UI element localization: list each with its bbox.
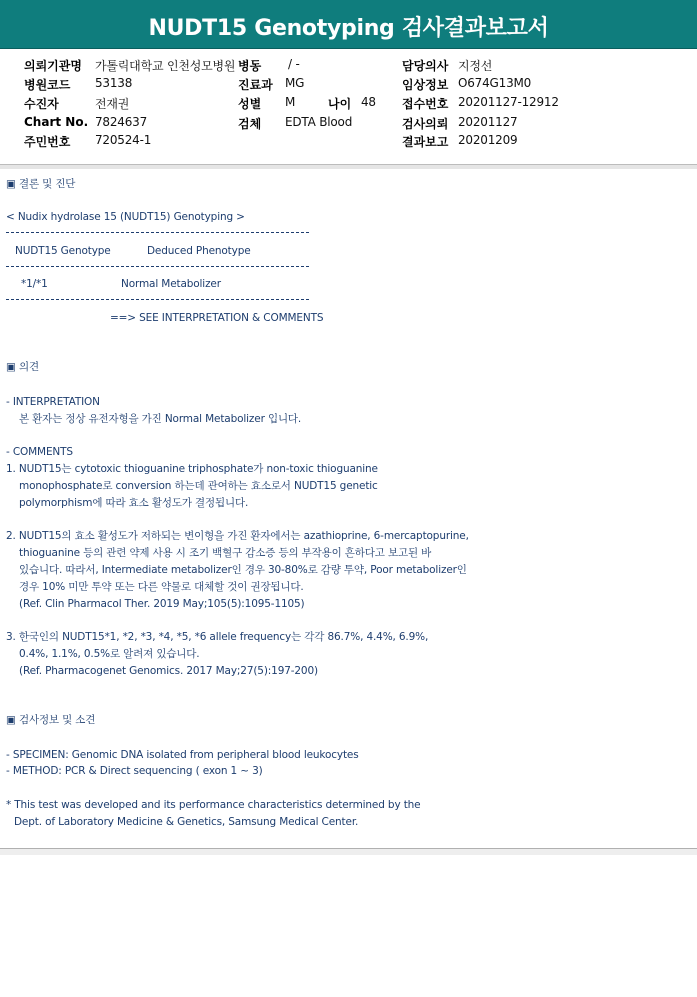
footer-divider — [0, 848, 697, 855]
info-row-3 — [0, 95, 697, 114]
specimen-label: 검체 — [238, 117, 262, 131]
col-phenotype-header: Deduced Phenotype — [147, 245, 251, 257]
hospital-label: 의뢰기관명 — [24, 59, 82, 73]
doctor-label: 담당의사 — [402, 59, 449, 73]
comment-2-reference: (Ref. Clin Pharmacol Ther. 2019 May;105(5):1095-1105) — [19, 598, 305, 610]
ward-label: 병동 — [238, 59, 262, 73]
chart-value: 7824637 — [95, 115, 148, 129]
footnote-line-1: * This test was developed and its performance characteristics determined by the — [6, 799, 421, 811]
table-rule — [6, 299, 309, 300]
comment-3-line-1: 3. 한국인의 NUDT15*1, *2, *3, *4, *5, *6 allele frequency는 각각 86.7%, 4.4%, 6.9%, — [6, 631, 429, 643]
info-row-2 — [0, 76, 697, 95]
comment-1-line-3: polymorphism에 따라 효소 활성도가 결정됩니다. — [19, 497, 249, 509]
clinical-label: 임상정보 — [402, 78, 449, 92]
patient-info — [0, 50, 697, 164]
info-row-4 — [0, 115, 697, 134]
section-testinfo-title: ▣ 검사정보 및 소견 — [6, 714, 96, 726]
report-date-label: 결과보고 — [402, 135, 449, 149]
info-row-5 — [0, 133, 697, 152]
comment-1-line-1: 1. NUDT15는 cytotoxic thioguanine triphosphate가 non-toxic thioguanine — [6, 463, 378, 475]
dept-label: 진료과 — [238, 78, 273, 92]
section-conclusion-title: ▣ 결론 및 진단 — [6, 178, 76, 190]
table-rule — [6, 232, 309, 233]
doctor-value: 지정선 — [458, 59, 493, 73]
interpretation-heading: - INTERPRETATION — [6, 396, 100, 408]
section-opinion-title: ▣ 의견 — [6, 361, 39, 373]
hospcode-label: 병원코드 — [24, 78, 71, 92]
comments-heading: - COMMENTS — [6, 446, 73, 458]
specimen-line: - SPECIMEN: Genomic DNA isolated from peripheral blood leukocytes — [6, 749, 359, 761]
recipient-label: 수진자 — [24, 97, 59, 111]
footnote-line-2: Dept. of Laboratory Medicine & Genetics, Samsung Medical Center. — [14, 816, 359, 828]
col-genotype-header: NUDT15 Genotype — [15, 245, 111, 257]
assay-name: < Nudix hydrolase 15 (NUDT15) Genotyping > — [6, 211, 245, 223]
page-title: NUDT15 Genotyping 검사결과보고서 — [148, 16, 549, 41]
info-row-1 — [0, 57, 697, 76]
receipt-label: 접수번호 — [402, 97, 449, 111]
hospital-value: 가톨릭대학교 인천성모병원 — [95, 59, 236, 73]
comment-3-reference: (Ref. Pharmacogenet Genomics. 2017 May;27(5):197-200) — [19, 665, 318, 677]
genotype-value: *1/*1 — [21, 278, 48, 290]
hospcode-value: 53138 — [95, 76, 133, 90]
header-divider — [0, 164, 697, 169]
comment-2-line-1: 2. NUDT15의 효소 활성도가 저하되는 변이형을 가진 환자에서는 azathioprine, 6-mercaptopurine, — [6, 530, 469, 542]
ward-value: / - — [288, 57, 300, 71]
comment-3-line-2: 0.4%, 1.1%, 0.5%로 알려져 있습니다. — [19, 648, 200, 660]
comment-2-line-3: 있습니다. 따라서, Intermediate metabolizer인 경우 30-80%로 감량 투약, Poor metabolizer인 — [19, 564, 467, 576]
report-date-value: 20201209 — [458, 133, 518, 147]
method-line: - METHOD: PCR & Direct sequencing ( exon 1 ~ 3) — [6, 765, 263, 777]
age-label: 나이 — [328, 97, 352, 111]
request-value: 20201127 — [458, 115, 518, 129]
sex-label: 성별 — [238, 97, 262, 111]
request-label: 검사의뢰 — [402, 117, 449, 131]
specimen-value: EDTA Blood — [285, 115, 353, 129]
chart-label: Chart No. — [24, 115, 89, 129]
recipient-value: 전재권 — [95, 97, 130, 111]
see-interpretation: ==> SEE INTERPRETATION & COMMENTS — [110, 312, 324, 324]
comment-2-line-4: 경우 10% 미만 투약 또는 다른 약물로 대체할 것이 권장됩니다. — [19, 581, 304, 593]
clinical-value: O674G13M0 — [458, 76, 532, 90]
interpretation-text: 본 환자는 정상 유전자형을 가진 Normal Metabolizer 입니다. — [19, 413, 302, 425]
comment-1-line-2: monophosphate로 conversion 하는데 관여하는 효소로서 NUDT15 genetic — [19, 480, 378, 492]
table-rule — [6, 266, 309, 267]
dept-value: MG — [285, 76, 305, 90]
resident-label: 주민번호 — [24, 135, 71, 149]
comment-2-line-2: thioguanine 등의 관련 약제 사용 시 조기 백혈구 감소증 등의 부작용이 흔하다고 보고된 바 — [19, 547, 432, 559]
sex-value: M — [285, 95, 296, 109]
age-value: 48 — [361, 95, 376, 109]
resident-value: 720524-1 — [95, 133, 152, 147]
phenotype-value: Normal Metabolizer — [121, 278, 221, 290]
receipt-value: 20201127-12912 — [458, 95, 559, 109]
